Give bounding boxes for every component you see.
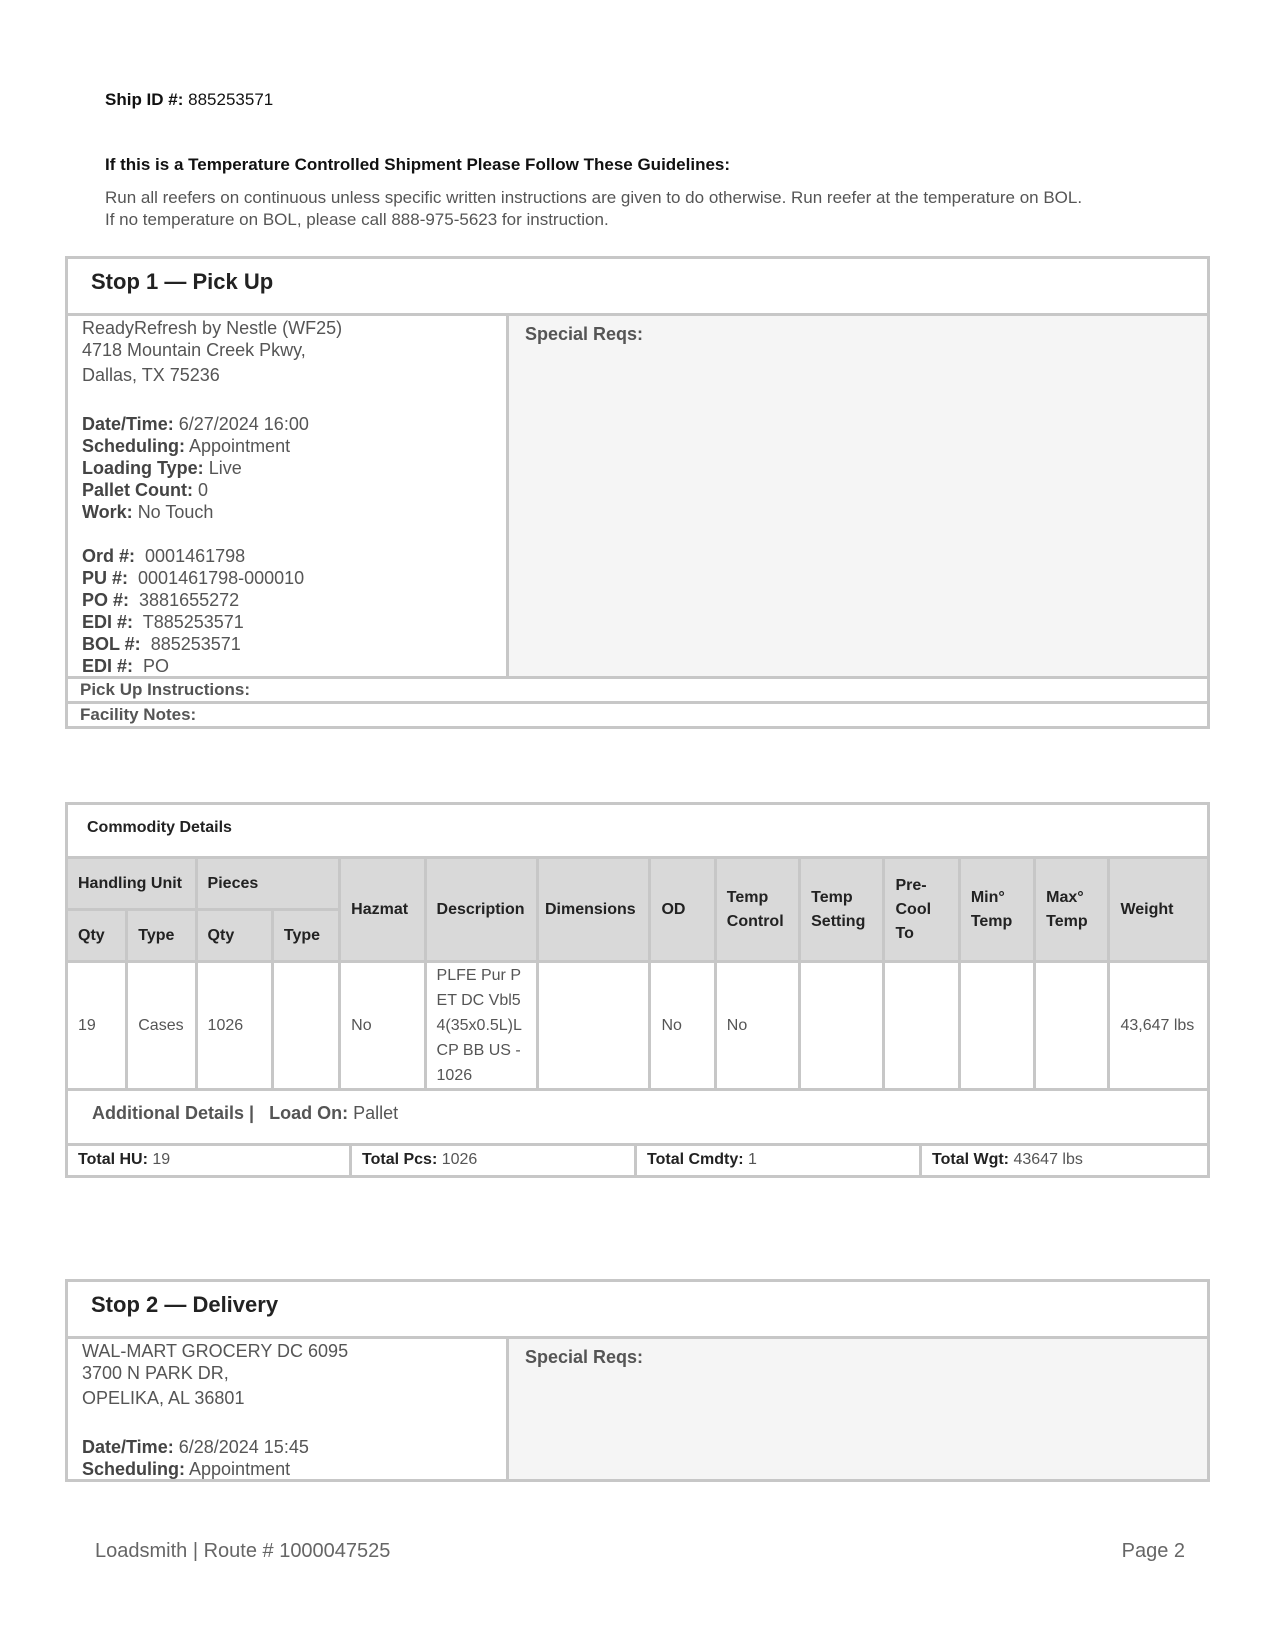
th-pcs-type: Type <box>272 910 339 962</box>
guidelines-text <box>105 187 1185 231</box>
th-hu-type: Type <box>127 910 196 962</box>
stop-2-datetime: Date/Time: 6/28/2024 15:45 <box>82 1437 309 1457</box>
stop-1-loading-type: Loading Type: Live <box>82 458 242 478</box>
th-hazmat: Hazmat <box>340 858 425 962</box>
cell-pcs-qty: 1026 <box>196 962 272 1090</box>
load-on-label: Load On: <box>269 1103 349 1123</box>
th-description: Description <box>425 858 537 962</box>
stop-2-scheduling: Scheduling: Appointment <box>82 1459 291 1479</box>
th-temp-setting: Temp Setting <box>800 858 884 962</box>
ship-id-value: 885253571 <box>188 90 274 109</box>
stop-2-name: WAL-MART GROCERY DC 6095 <box>82 1341 349 1361</box>
stop-2-card <box>65 1279 1210 1482</box>
cell-temp-control: No <box>715 962 799 1090</box>
pickup-instructions: Pick Up Instructions: <box>80 680 251 699</box>
stop-1-edi-2: EDI #: PO <box>82 656 170 676</box>
stop-1-work: Work: No Touch <box>82 502 214 522</box>
stop-2-special-reqs-label: Special Reqs: <box>525 1347 644 1367</box>
stop-2-special-reqs <box>506 1339 1207 1479</box>
th-hu-qty: Qty <box>67 910 127 962</box>
guidelines-line-1: Run all reefers on continuous unless specific written instructions are given to do otherwise. Run reefer at the temperature on BOL. <box>105 188 1083 207</box>
th-max-temp: Max° Temp <box>1035 858 1109 962</box>
cell-temp-setting <box>800 962 884 1090</box>
facility-notes: Facility Notes: <box>80 705 197 724</box>
stop-1-ord: Ord #: 0001461798 <box>82 546 246 566</box>
stop-1-pu: PU #: 0001461798-000010 <box>82 568 305 588</box>
cell-dimensions <box>538 962 650 1090</box>
totals-row <box>68 1146 1207 1175</box>
cell-description: PLFE Pur PET DC Vbl54(35x0.5L)LCP BB US - 1026 <box>425 962 537 1090</box>
stop-1-card <box>65 256 1210 729</box>
th-temp-control: Temp Control <box>715 858 799 962</box>
table-row <box>67 962 1209 1090</box>
stop-2-title: Stop 2 — Delivery <box>91 1292 279 1317</box>
th-min-temp: Min° Temp <box>959 858 1034 962</box>
total-pcs: Total Pcs: 1026 <box>352 1146 637 1175</box>
th-od: OD <box>650 858 715 962</box>
stop-1-city: Dallas, TX 75236 <box>82 365 220 385</box>
th-weight: Weight <box>1109 858 1209 962</box>
cell-min-temp <box>959 962 1034 1090</box>
cell-weight: 43,647 lbs <box>1109 962 1209 1090</box>
stop-1-bol: BOL #: 885253571 <box>82 634 241 654</box>
cell-hu-qty: 19 <box>67 962 127 1090</box>
stop-1-scheduling: Scheduling: Appointment <box>82 436 291 456</box>
stop-2-details <box>82 1340 502 1480</box>
cell-max-temp <box>1035 962 1109 1090</box>
cell-od: No <box>650 962 715 1090</box>
total-hu: Total HU: 19 <box>68 1146 352 1175</box>
cell-pcs-type <box>272 962 339 1090</box>
th-handling-unit: Handling Unit <box>67 858 197 910</box>
stop-1-details <box>82 317 502 677</box>
stop-1-po: PO #: 3881655272 <box>82 590 240 610</box>
th-dimensions: Dimensions <box>538 858 650 962</box>
additional-details <box>92 1103 398 1124</box>
stop-1-special-reqs-label: Special Reqs: <box>525 324 644 344</box>
footer-page-number: Page 2 <box>1121 1540 1185 1562</box>
cell-hazmat: No <box>340 962 425 1090</box>
commodity-title: Commodity Details <box>87 819 232 836</box>
stop-1-street: 4718 Mountain Creek Pkwy, <box>82 340 306 360</box>
stop-1-datetime: Date/Time: 6/27/2024 16:00 <box>82 414 309 434</box>
total-cmdty: Total Cmdty: 1 <box>637 1146 922 1175</box>
stop-1-pallet-count: Pallet Count: 0 <box>82 480 209 500</box>
stop-2-city: OPELIKA, AL 36801 <box>82 1388 245 1408</box>
ship-id <box>105 90 273 110</box>
cell-precool <box>884 962 959 1090</box>
stop-1-title: Stop 1 — Pick Up <box>91 269 274 294</box>
ship-id-label: Ship ID #: <box>105 90 184 109</box>
stop-1-name: ReadyRefresh by Nestle (WF25) <box>82 318 343 338</box>
additional-details-label: Additional Details | <box>92 1103 255 1123</box>
guidelines-line-2: If no temperature on BOL, please call 888-975-5623 for instruction. <box>105 210 609 229</box>
commodity-table <box>65 856 1210 1091</box>
cell-hu-type: Cases <box>127 962 196 1090</box>
total-wgt: Total Wgt: 43647 lbs <box>932 1151 1083 1168</box>
th-precool: Pre-Cool To <box>884 858 959 962</box>
guidelines-title: If this is a Temperature Controlled Shipment Please Follow These Guidelines: <box>105 155 731 174</box>
footer-route: Loadsmith | Route # 1000047525 <box>95 1540 391 1562</box>
stop-1-special-reqs <box>506 316 1207 676</box>
th-pcs-qty: Qty <box>196 910 272 962</box>
load-on-value: Pallet <box>353 1103 399 1123</box>
stop-1-edi: EDI #: T885253571 <box>82 612 244 632</box>
stop-2-street: 3700 N PARK DR, <box>82 1363 229 1383</box>
th-pieces: Pieces <box>196 858 340 910</box>
